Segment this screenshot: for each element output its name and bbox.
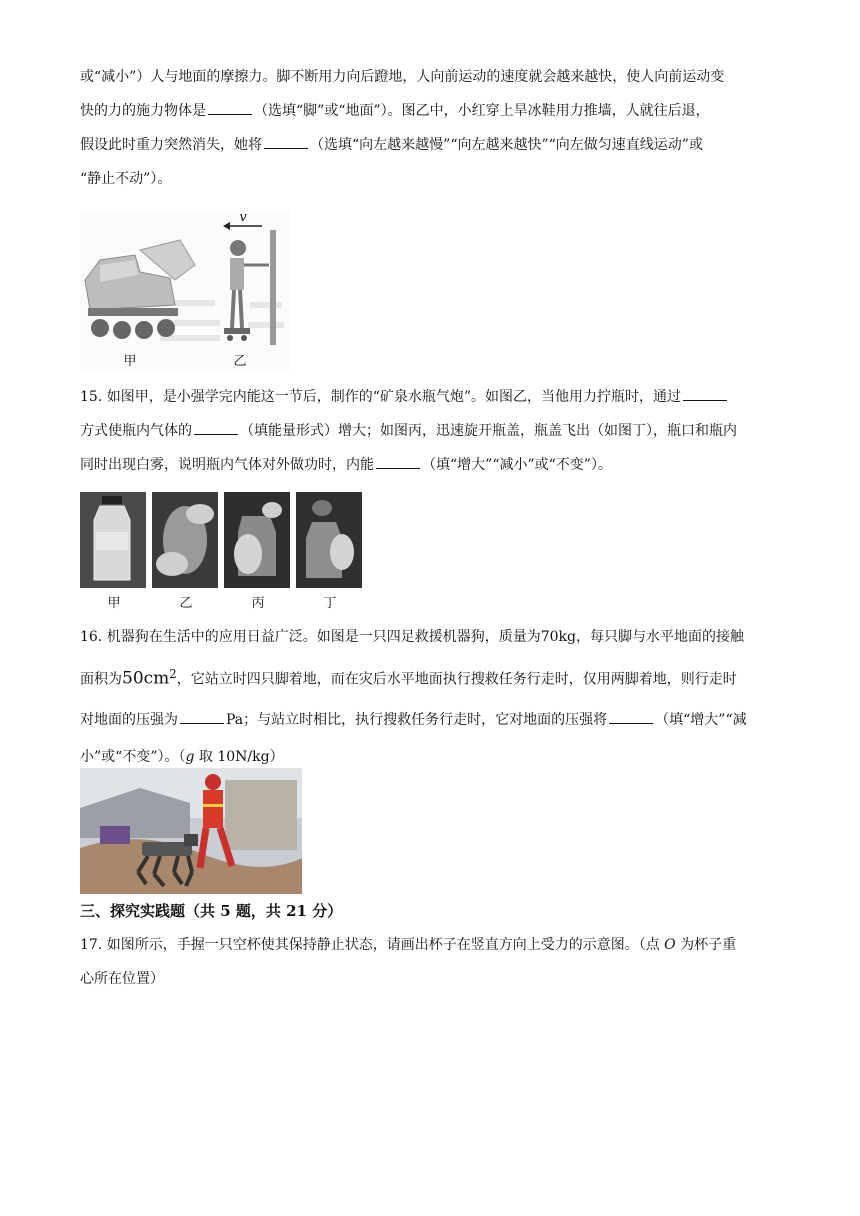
bottle-caption-bing: 丙 [251,596,265,611]
answer-blank[interactable] [194,420,238,435]
q17-line-2: 心所在位置） [80,971,164,987]
q14-line-2: 快的力的施力物体是 （选填“脚”或“地面”）。图乙中，小红穿上旱冰鞋用力推墙，人就往后退， [80,94,780,128]
q16-line-3: 对地面的压强为 Pa；与站立时相比，执行搜救任务行走时，它对地面的压强将 （填“增大”“减 [80,700,780,740]
q14-line-1: 或“减小”）人与地面的摩擦力。脚不断用力向后蹬地，人向前运动的速度就会越来越快，使人向前运动变 [80,69,725,85]
section-3-heading: 三、探究实践题（共 5 题，共 21 分） [80,902,343,920]
answer-blank[interactable] [264,134,308,149]
question-14-text [80,60,780,196]
q16-line-2: 面积为$50cm^2$，它站立时四只脚着地，而在灾后水平地面执行搜救任务行走时，仅用两脚着地，则行走时 [80,667,737,689]
answer-blank[interactable] [609,709,653,724]
q14-figure [80,210,290,370]
bottle-caption-yi: 乙 [179,596,193,611]
bottle-caption-jia: 甲 [107,596,121,611]
robot-dog-scene [80,768,302,894]
roller-skate-and-wall-illustration [80,210,290,370]
q14-line-3: 假设此时重力突然消失，她将 （选填“向左越来越慢”“向左越来越快”“向左做匀速直线运动”或 [80,128,780,162]
q16-line-1: 16. 机器狗在生活中的应用日益广泛。如图是一只四足救援机器狗，质量为70kg，每只脚与水平地面的接触 [80,629,744,645]
bottle-photo-strip [80,492,370,588]
bottle-caption-ding: 丁 [323,596,337,611]
q16-line-4: 小”或“不变”）。（g 取 10N/kg） [80,748,284,765]
question-16-text [80,620,780,774]
q15-bottle-photos [80,492,370,612]
q15-line-1: 15. 如图甲，是小强学完内能这一节后，制作的“矿泉水瓶气炮”。如图乙，当他用力拧瓶时，通过 [80,380,780,414]
q15-line-2: 方式使瓶内气体的 （填能量形式）增大；如图丙，迅速旋开瓶盖，瓶盖飞出（如图丁），瓶口和瓶内 [80,414,780,448]
velocity-label: v [239,210,247,225]
q14-line-4: “静止不动”）。 [80,171,172,187]
figure-label-yi: 乙 [233,354,247,369]
answer-blank[interactable] [683,386,727,401]
area-value: 50cm [122,668,170,689]
figure-label-jia: 甲 [123,354,137,369]
question-15-text [80,380,780,482]
rescue-robot-dog-photo [80,768,302,894]
q15-line-3: 同时出现白雾，说明瓶内气体对外做功时，内能 （填“增大”“减小”或“不变”）。 [80,448,780,482]
answer-blank[interactable] [208,100,252,115]
answer-blank[interactable] [376,454,420,469]
answer-blank[interactable] [180,709,224,724]
q17-line-1: 17. 如图所示，手握一只空杯使其保持静止状态，请画出杯子在竖直方向上受力的示意图。（点 O 为杯子重 [80,937,737,953]
question-17-text [80,928,780,996]
